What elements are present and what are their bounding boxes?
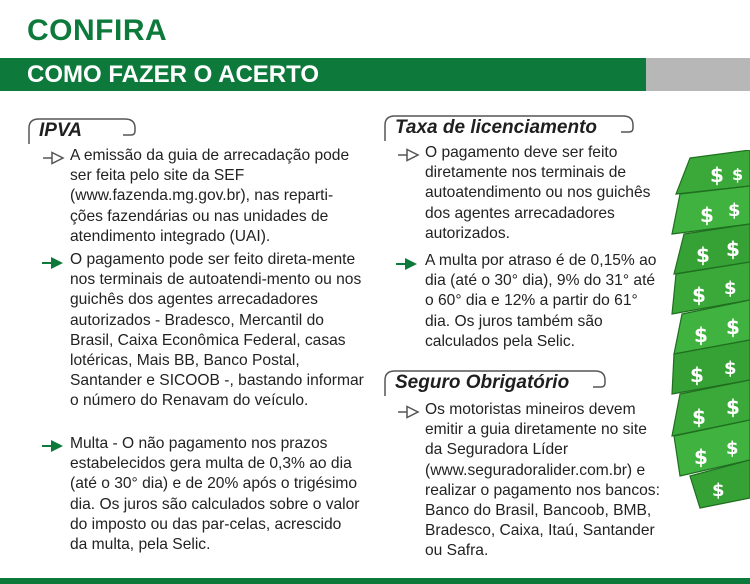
section-header-licenciamento [383, 113, 643, 143]
svg-text:$: $ [712, 480, 725, 501]
svg-text:$: $ [726, 438, 739, 459]
section-header-ipva [27, 116, 147, 146]
svg-text:$: $ [692, 405, 706, 429]
svg-text:$: $ [694, 323, 708, 347]
ipva-paragraph-3: Multa - O não pagamento nos prazos estabelecidos gera multa de 0,3% ao dia (até o 30° dia) e de 20% após o trigésimo dia. Os juros são calculados sobre o valor do imposto ou das par-celas, acrescido da multa, pela Selic. [70, 435, 360, 554]
money-bills-icon [670, 150, 750, 510]
filled-arrow-icon [396, 257, 418, 271]
svg-text:$: $ [710, 163, 724, 187]
outline-arrow-icon [398, 405, 420, 419]
section-title-seguro: Seguro Obrigatório [395, 372, 570, 393]
svg-text:$: $ [726, 395, 740, 419]
filled-arrow-icon [42, 256, 64, 270]
bottom-bar [0, 578, 750, 584]
ipva-paragraph-1: A emissão da guia de arrecadação pode ser feita pelo site da SEF (www.fazenda.mg.gov.br), nas reparti-ções fazendárias ou nas unidades de atendimento integrado (UAI). [70, 147, 350, 245]
svg-text:$: $ [692, 283, 706, 307]
svg-text:$: $ [700, 203, 714, 227]
seguro-paragraph-1: Os motoristas mineiros devem emitir a guia diretamente no site da Seguradora Líder (www.seguradoralider.com.br) e realizar o pagamento nos bancos: Banco do Brasil, Bancoob, BMB, Bradesco, Caixa, Itaú, Santander ou Safra. [425, 401, 660, 560]
svg-text:$: $ [726, 237, 740, 261]
svg-text:$: $ [696, 243, 710, 267]
section-title-licenciamento: Taxa de licenciamento [395, 117, 598, 138]
band-gray-block [646, 58, 750, 91]
svg-text:$: $ [724, 278, 737, 299]
svg-text:$: $ [728, 200, 741, 221]
svg-text:$: $ [724, 358, 737, 379]
licenciamento-paragraph-2: A multa por atraso é de 0,15% ao dia (até o 30° dia), 9% do 31° até o 60° dia e 12% a partir do 61° dia. Os juros também são calculados pela Selic. [425, 252, 657, 350]
outline-arrow-icon [43, 151, 65, 165]
section-header-seguro [383, 368, 613, 398]
section-title-ipva: IPVA [39, 120, 82, 141]
filled-arrow-icon [42, 439, 64, 453]
outline-arrow-icon [398, 148, 420, 162]
svg-text:$: $ [726, 315, 740, 339]
ipva-paragraph-2: O pagamento pode ser feito direta-mente nos terminais de autoatendi-mento ou nos guichês dos agentes arrecadadores autorizados - Bradesco, Mercantil do Brasil, Caixa Econômica Federal, casas lotéricas, Mais BB, Banco Postal, Santander e SICOOB -, bastando informar o número do Renavam do veículo. [70, 251, 364, 410]
subtitle-band [0, 58, 750, 91]
licenciamento-paragraph-1: O pagamento deve ser feito diretamente nos terminais de autoatendimento ou nos guichês dos agentes arrecadadores autorizados. [425, 144, 651, 242]
page-title: CONFIRA [27, 14, 168, 47]
svg-text:$: $ [732, 165, 744, 184]
subtitle [27, 61, 319, 88]
subtitle-prefix: COMO FAZER [27, 61, 194, 88]
svg-text:$: $ [694, 445, 708, 469]
subtitle-bold: O ACERTO [193, 61, 320, 88]
svg-text:$: $ [690, 363, 704, 387]
